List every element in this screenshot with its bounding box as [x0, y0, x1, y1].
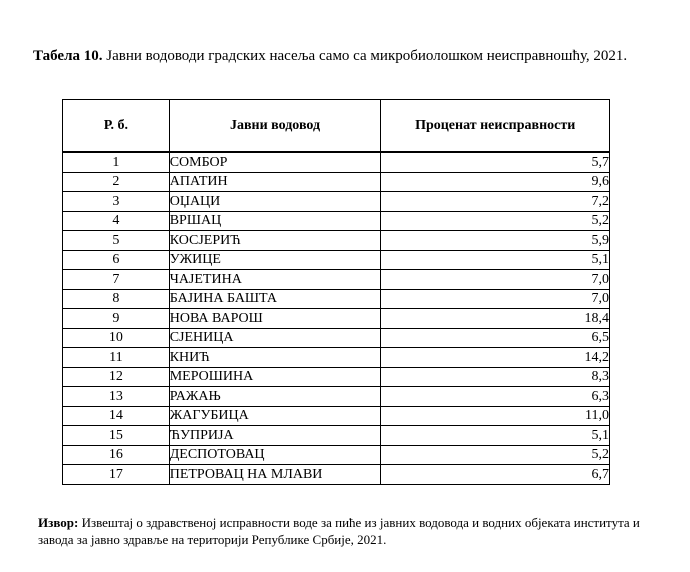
table-row	[63, 192, 610, 212]
row-percent: 6,3	[381, 387, 610, 407]
row-water-supply: ПЕТРОВАЦ НА МЛАВИ	[169, 465, 381, 485]
row-water-supply: АПАТИН	[169, 172, 381, 192]
row-water-supply: ЧАЈЕТИНА	[169, 270, 381, 290]
row-number: 17	[63, 465, 170, 485]
caption-text: Јавни водоводи градских насеља само са микробиолошком неисправношћу, 2021.	[102, 48, 628, 64]
row-percent: 5,2	[381, 445, 610, 465]
row-percent: 6,7	[381, 465, 610, 485]
row-number: 6	[63, 250, 170, 270]
row-number: 14	[63, 406, 170, 426]
source-label: Извор:	[38, 515, 79, 530]
row-number: 13	[63, 387, 170, 407]
row-number: 12	[63, 367, 170, 387]
header-water-supply: Јавни водовод	[169, 100, 381, 153]
row-water-supply: СЈЕНИЦА	[169, 328, 381, 348]
row-number: 8	[63, 289, 170, 309]
row-number: 2	[63, 172, 170, 192]
row-water-supply: КНИЋ	[169, 348, 381, 368]
row-water-supply: БАЈИНА БАШТА	[169, 289, 381, 309]
row-percent: 7,0	[381, 289, 610, 309]
row-water-supply: ЖАГУБИЦА	[169, 406, 381, 426]
row-number: 7	[63, 270, 170, 290]
row-percent: 5,1	[381, 426, 610, 446]
row-percent: 11,0	[381, 406, 610, 426]
row-percent: 14,2	[381, 348, 610, 368]
row-number: 9	[63, 309, 170, 329]
table-row	[63, 289, 610, 309]
source-text: Извештај о здравственој исправности воде за пиће из јавних водовода и водних објеката института и завода за јавно здравље на територији Републике Србије, 2021.	[38, 515, 640, 547]
table-row	[63, 250, 610, 270]
table-row	[63, 309, 610, 329]
row-water-supply: МЕРОШИНА	[169, 367, 381, 387]
row-percent: 7,2	[381, 192, 610, 212]
table-row	[63, 465, 610, 485]
table-row	[63, 367, 610, 387]
header-row	[63, 100, 610, 153]
row-number: 4	[63, 211, 170, 231]
table-row	[63, 445, 610, 465]
row-percent: 5,7	[381, 152, 610, 172]
table-row	[63, 231, 610, 251]
row-percent: 7,0	[381, 270, 610, 290]
row-number: 3	[63, 192, 170, 212]
row-percent: 5,1	[381, 250, 610, 270]
data-table	[62, 99, 610, 485]
table-row	[63, 152, 610, 172]
row-water-supply: ДЕСПОТОВАЦ	[169, 445, 381, 465]
table-row	[63, 348, 610, 368]
row-percent: 5,9	[381, 231, 610, 251]
row-percent: 9,6	[381, 172, 610, 192]
row-number: 16	[63, 445, 170, 465]
row-water-supply: СОМБОР	[169, 152, 381, 172]
row-water-supply: ВРШАЦ	[169, 211, 381, 231]
table-body	[63, 152, 610, 484]
table-header	[63, 100, 610, 153]
source-note	[38, 514, 658, 548]
row-water-supply: НОВА ВАРОШ	[169, 309, 381, 329]
row-number: 11	[63, 348, 170, 368]
row-number: 1	[63, 152, 170, 172]
row-water-supply: ЋУПРИЈА	[169, 426, 381, 446]
table-row	[63, 172, 610, 192]
row-percent: 5,2	[381, 211, 610, 231]
row-water-supply: РАЖАЊ	[169, 387, 381, 407]
caption-label: Табела 10.	[33, 48, 103, 64]
table-row	[63, 270, 610, 290]
header-percent: Проценат неисправности	[381, 100, 610, 153]
row-water-supply: ОЏАЦИ	[169, 192, 381, 212]
header-rb: Р. б.	[63, 100, 170, 153]
table-row	[63, 426, 610, 446]
row-percent: 18,4	[381, 309, 610, 329]
row-water-supply: УЖИЦЕ	[169, 250, 381, 270]
row-number: 15	[63, 426, 170, 446]
row-number: 10	[63, 328, 170, 348]
row-number: 5	[63, 231, 170, 251]
table-row	[63, 387, 610, 407]
row-water-supply: КОСЈЕРИЋ	[169, 231, 381, 251]
table-row	[63, 328, 610, 348]
row-percent: 8,3	[381, 367, 610, 387]
table-row	[63, 406, 610, 426]
row-percent: 6,5	[381, 328, 610, 348]
table-caption	[33, 47, 663, 65]
table-row	[63, 211, 610, 231]
